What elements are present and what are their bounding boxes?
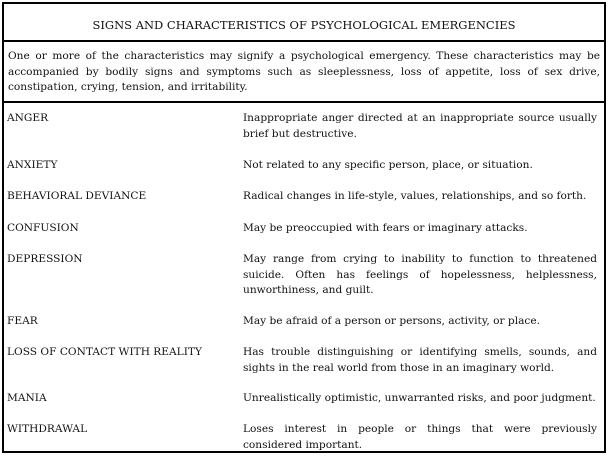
- row-term: DEPRESSION: [7, 253, 83, 265]
- row-term: ANXIETY: [7, 159, 58, 171]
- row-description: May range from crying to inability to function to threatened suicide. Often has feelings of hopelessness, helplessness, unworthiness, and guilt.: [243, 253, 597, 297]
- row-description: Radical changes in life-style, values, relationships, and so forth.: [243, 190, 587, 202]
- row-term: LOSS OF CONTACT WITH REALITY: [7, 346, 202, 358]
- row-term: ANGER: [7, 112, 49, 124]
- table-intro: One or more of the characteristics may signify a psychological emergency. These characteristics may be accompanied by bodily signs and symptoms such as sleeplessness, loss of appetite, loss of sex drive, constipation, crying, tension, and irritability.: [4, 42, 604, 103]
- row-description: Loses interest in people or things that were previously considered important.: [243, 423, 597, 451]
- table-title: SIGNS AND CHARACTERISTICS OF PSYCHOLOGICAL EMERGENCIES: [4, 4, 604, 42]
- row-term: WITHDRAWAL: [7, 423, 88, 435]
- row-description: Has trouble distinguishing or identifying smells, sounds, and sights in the real world from those in an imaginary world.: [243, 346, 597, 374]
- row-description: May be preoccupied with fears or imaginary attacks.: [243, 222, 528, 234]
- row-term: FEAR: [7, 315, 38, 327]
- row-description: Inappropriate anger directed at an inappropriate source usually brief but destructive.: [243, 112, 597, 140]
- row-term: CONFUSION: [7, 222, 79, 234]
- row-description: Unrealistically optimistic, unwarranted risks, and poor judgment.: [243, 392, 596, 404]
- emergencies-table: [2, 2, 606, 453]
- row-term: MANIA: [7, 392, 47, 404]
- row-description: May be afraid of a person or persons, activity, or place.: [243, 315, 540, 327]
- row-description: Not related to any specific person, place, or situation.: [243, 159, 533, 171]
- row-term: BEHAVIORAL DEVIANCE: [7, 190, 147, 202]
